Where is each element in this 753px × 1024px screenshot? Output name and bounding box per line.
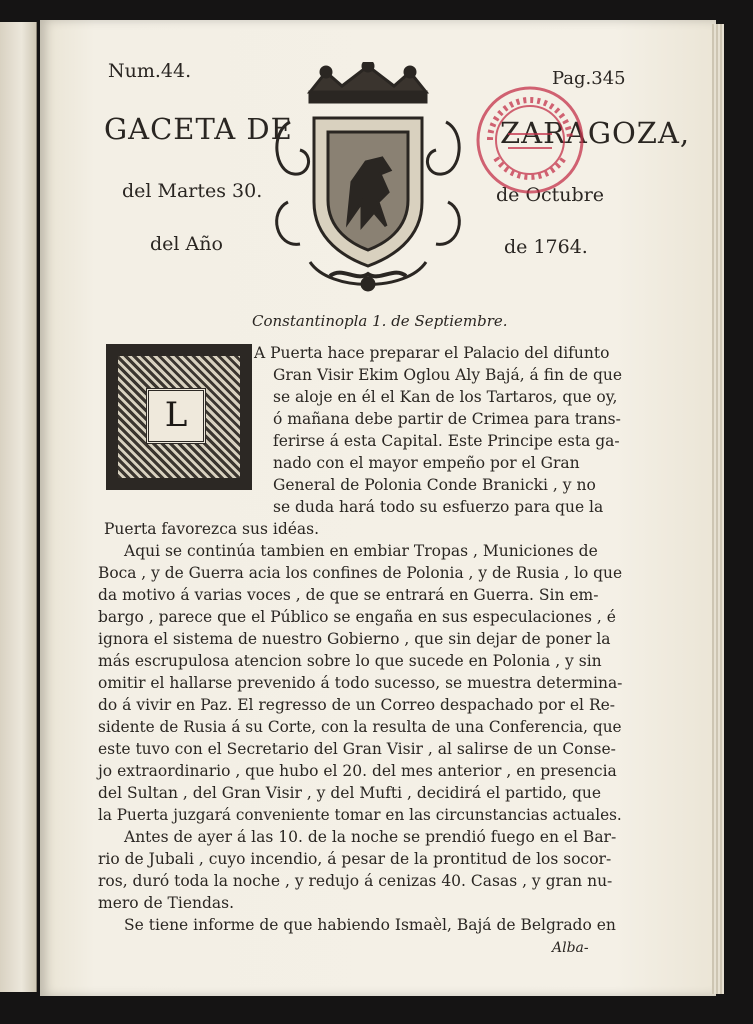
body-line: se aloje en él el Kan de los Tartaros, que oy,: [273, 388, 618, 406]
body-line: do á vivir en Paz. El regresso de un Correo despachado por el Re-: [98, 696, 616, 714]
issue-day: del Martes 30.: [122, 180, 263, 202]
masthead-title-left: GACETA DE: [104, 112, 293, 146]
body-line: Antes de ayer á las 10. de la noche se prendió fuego en el Bar-: [124, 828, 617, 846]
article-dateline: Constantinopla 1. de Septiembre.: [252, 312, 508, 330]
body-line: rio de Jubali , cuyo incendio, á pesar de la prontitud de los socor-: [98, 850, 612, 868]
catchword: Alba-: [552, 940, 589, 956]
body-line: Puerta favorezca sus idéas.: [104, 520, 320, 538]
body-line: ros, duró toda la noche , y redujo á cenizas 40. Casas , y gran nu-: [98, 872, 613, 890]
body-line: nado con el mayor empeño por el Gran: [273, 454, 580, 472]
decorated-initial: [106, 344, 252, 490]
body-line: la Puerta juzgará conveniente tomar en las circunstancias actuales.: [98, 806, 622, 824]
previous-leaf-edge: [0, 22, 37, 992]
page-stack-edge: [712, 24, 724, 994]
body-line: da motivo á varias voces , de que se entrará en Guerra. Sin em-: [98, 586, 599, 604]
body-line: jo extraordinario , que hubo el 20. del mes anterior , en presencia: [98, 762, 617, 780]
body-line: Boca , y de Guerra acia los confines de Polonia , y de Rusia , lo que: [98, 564, 623, 582]
initial-letter: L: [164, 395, 188, 435]
library-stamp-icon: [472, 82, 588, 198]
body-line: omitir el hallarse prevenido á todo sucesso, se muestra determina-: [98, 674, 623, 692]
body-line: Gran Visir Ekim Oglou Aly Bajá, á fin de que: [273, 366, 623, 384]
issue-number: Num.44.: [108, 60, 192, 82]
body-line: este tuvo con el Secretario del Gran Visir , al salirse de un Conse-: [98, 740, 616, 758]
body-line: sidente de Rusia á su Corte, con la resulta de una Conferencia, que: [98, 718, 622, 736]
body-line: mero de Tiendas.: [98, 894, 235, 912]
initial-frame: [146, 388, 206, 444]
coat-of-arms-icon: [270, 62, 466, 294]
body-line: A Puerta hace preparar el Palacio del difunto: [254, 344, 610, 362]
issue-month: de Octubre: [496, 184, 605, 206]
masthead-title-right: ZARAGOZA,: [500, 116, 691, 150]
body-line: bargo , parece que el Público se engaña en sus especulaciones , é: [98, 608, 616, 626]
issue-year: de 1764.: [504, 236, 588, 258]
body-line: del Sultan , del Gran Visir , y del Mufti , decidirá el partido, que: [98, 784, 602, 802]
body-line: ignora el sistema de nuestro Gobierno , que sin dejar de poner la: [98, 630, 611, 648]
body-line: Se tiene informe de que habiendo Ismaèl, Bajá de Belgrado en: [124, 916, 616, 934]
body-line: General de Polonia Conde Branicki , y no: [273, 476, 596, 494]
body-line: se duda hará todo su esfuerzo para que la: [273, 498, 604, 516]
body-line: ó mañana debe partir de Crimea para trans-: [273, 410, 621, 428]
body-line: Aqui se continúa tambien en embiar Tropas , Municiones de: [124, 542, 598, 560]
issue-year-label: del Año: [150, 233, 223, 255]
page-number: Pag.345: [552, 68, 626, 89]
body-line: ferirse á esta Capital. Este Principe esta ga-: [273, 432, 620, 450]
body-line: más escrupulosa atencion sobre lo que sucede en Polonia , y sin: [98, 652, 602, 670]
